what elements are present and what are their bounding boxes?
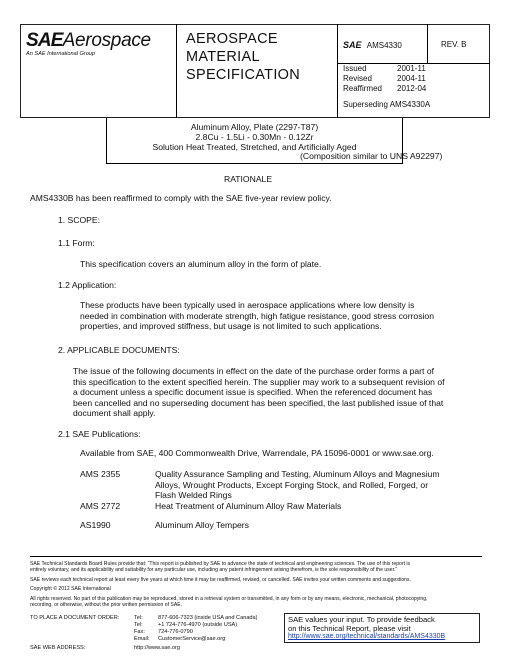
reference-title-line: Quality Assurance Sampling and Testing, Aluminum Alloys and Magnesium	[155, 469, 440, 479]
section-sae-pub-heading: 2.1 SAE Publications:	[58, 429, 141, 439]
email-link[interactable]: CustomerService@sae.org	[158, 636, 226, 642]
contact-label: Tel:	[134, 622, 143, 628]
reference-item	[80, 520, 440, 531]
dates-block	[343, 64, 430, 110]
contact-label: Tel:	[134, 615, 143, 621]
title-line: AEROSPACE	[186, 31, 278, 47]
section-docs-heading: 2. APPLICABLE DOCUMENTS:	[58, 345, 180, 355]
notice-line: SAE reviews each technical report at least every five years at which time it may be reaffirmed, revised, or cancelled. SAE invites your written comments and suggestions.	[30, 576, 411, 583]
section-docs-text	[73, 366, 445, 419]
logo-word: Aerospace	[62, 30, 151, 51]
footer-notices	[30, 561, 428, 608]
material-title	[106, 122, 403, 153]
doc-type-title	[186, 30, 300, 84]
section-form-text: This specification covers an aluminum alloy in the form of plate.	[80, 259, 322, 269]
notice-line: entirely voluntary, and its applicability and suitability for any particular use, including any patent infringement arising therefrom, is the sole responsibility of the user.”	[30, 567, 398, 574]
web-address-link[interactable]: http://www.sae.org	[134, 645, 181, 651]
text-line: These products have been typically used in aerospace applications where low density is	[80, 300, 415, 310]
feedback-text: on this Technical Report, please visit	[288, 624, 411, 633]
logo-brand: SAE	[26, 30, 63, 51]
rights-line: recording, or otherwise, without the prior written permission of SAE.	[30, 602, 183, 609]
text-line: properties, and improved stiffness, but usage is not limited to such applications.	[80, 321, 382, 332]
reference-title	[155, 469, 440, 501]
material-line: Solution Heat Treated, Stretched, and Artificially Aged	[152, 142, 357, 153]
logo-tagline: An SAE International Group	[26, 51, 96, 57]
feedback-link[interactable]: http://www.sae.org/technical/standards/AMS4330B	[288, 633, 446, 640]
contact-label: Email:	[134, 636, 150, 642]
revision-label: REV. B	[441, 40, 467, 49]
order-contacts	[134, 615, 258, 643]
text-line: document shall apply.	[73, 408, 156, 419]
order-label: TO PLACE A DOCUMENT ORDER:	[30, 615, 120, 621]
notice-line: SAE Technical Standards Board Rules provide that: “This report is published by SAE to advance the state of technical and engineering sciences. The use of this report is	[30, 561, 411, 567]
section-sae-pub-text: Available from SAE, 400 Commonwealth Drive, Warrendale, PA 15096-0001 or www.sae.org.	[80, 448, 434, 458]
date-value: 2004-11	[397, 74, 426, 83]
feedback-text: SAE values your input. To provide feedback	[288, 615, 435, 624]
section-scope-heading: 1. SCOPE:	[58, 215, 101, 225]
composition-note: (Composition similar to UNS A92297)	[300, 151, 443, 161]
doc-number-cell	[343, 40, 402, 51]
text-line: needed in combination with moderate strength, high fatigue resistance, good stress corrosion	[80, 310, 434, 321]
reference-list	[80, 469, 440, 531]
reference-code: AMS 2772	[80, 500, 121, 511]
reference-title: Heat Treatment of Aluminum Alloy Raw Materials	[155, 500, 342, 511]
rationale-heading: RATIONALE	[224, 174, 273, 184]
date-label: Issued	[343, 64, 367, 73]
section-application-text	[80, 300, 434, 332]
date-label: Reaffirmed	[343, 84, 382, 93]
reference-item	[80, 469, 440, 501]
contact-label: Fax:	[134, 629, 145, 635]
text-line: this specification to the extent specified herein. The supplier may work to a subsequent revision of	[73, 376, 445, 387]
contact-value: +1 724-776-4970 (outside USA)	[158, 622, 238, 628]
doc-number: AMS4330	[366, 41, 402, 50]
reference-code: AS1990	[80, 520, 111, 531]
sae-small-logo: SAE	[343, 40, 362, 50]
material-line: Aluminum Alloy, Plate (2297-T87)	[190, 122, 319, 132]
reference-title: Aluminum Alloy Tempers	[155, 520, 249, 531]
reference-title-line: Alloys, Wrought Products, Except Forging Stock, and Rolled, Forged, or	[155, 479, 429, 490]
reference-title-line: Flash Welded Rings	[155, 490, 232, 501]
title-line: MATERIAL	[186, 49, 260, 65]
date-label: Revised	[343, 74, 372, 83]
material-line: 2.8Cu - 1.5Li - 0.30Mn - 0.12Zr	[195, 132, 314, 143]
contact-value: 877-606-7323 (inside USA and Canada)	[158, 615, 258, 621]
superseding-note: Superseding AMS4330A	[343, 100, 431, 109]
rights-line: All rights reserved. No part of this publication may be reproduced, stored in a retrieval system or transmitted, in any form or by any means, electronic, mechanical, photocopying,	[30, 595, 428, 602]
footer-divider	[30, 556, 482, 557]
text-line: The issue of the following documents in effect on the date of the purchase order forms a part of	[73, 366, 434, 376]
date-value: 2001-11	[397, 64, 426, 73]
contact-value: 724-776-0790	[158, 629, 193, 635]
title-line: SPECIFICATION	[186, 67, 301, 83]
web-label: SAE WEB ADDRESS:	[30, 645, 86, 651]
text-line: been cancelled and no superseding document has been specified, the last published issue of that	[73, 397, 444, 408]
section-form-heading: 1.1 Form:	[58, 238, 95, 248]
date-value: 2012-04	[397, 84, 427, 93]
rationale-text: AMS4330B has been reaffirmed to comply with the SAE five-year review policy.	[30, 193, 332, 203]
text-line: a document unless a specific document issue is specified. When the referenced document has	[73, 387, 433, 398]
reference-code: AMS 2355	[80, 469, 121, 479]
feedback-box	[284, 613, 480, 643]
reference-item	[80, 501, 440, 512]
sae-aerospace-logo	[26, 30, 151, 57]
copyright: Copyright © 2012 SAE International	[30, 586, 111, 593]
section-application-heading: 1.2 Application:	[58, 280, 117, 290]
